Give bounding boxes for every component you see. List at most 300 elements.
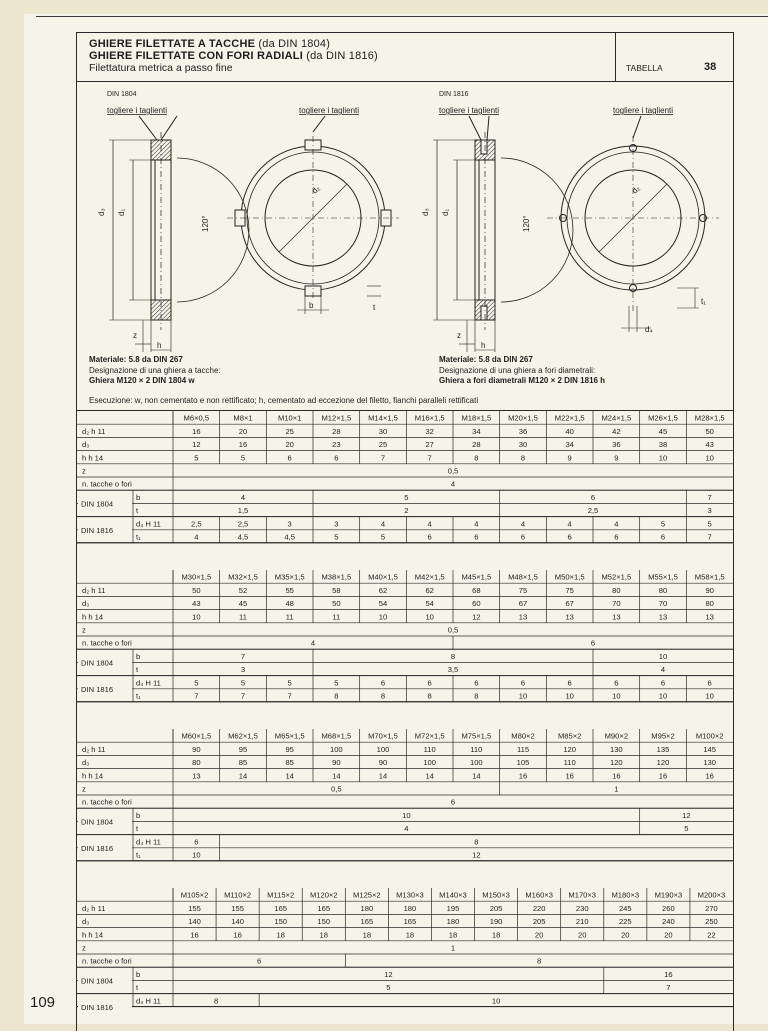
subtitle: Filettatura metrica a passo fine [89,62,233,74]
table-cell: 135 [656,744,670,754]
table-cell: 18 [319,930,328,940]
table-cell: 140 [231,917,244,927]
column-header: M140×3 [439,890,467,900]
table-cell-merged: 2 [404,506,409,516]
table-cell: 36 [518,426,528,436]
table-cell-merged: 3 [240,665,246,675]
material-left-line-2: Designazione di una ghiera a tacche: [89,365,221,375]
column-header: M32×1,5 [228,572,258,582]
table-cell-merged: 0,5 [447,466,459,476]
table-cell: 6 [567,532,572,542]
table-cell: 18 [448,930,458,940]
row-label-b: b [136,651,141,661]
table-cell-merged: 0,5 [331,784,342,794]
table-cell-merged: 1 [450,943,456,953]
table-cell: 120 [609,758,623,768]
table-cell: 14 [332,771,341,781]
table-cell: 6 [707,678,712,688]
label-z-left: z [133,331,137,340]
din-1816-group-label: DIN 1816 [81,843,114,853]
table-cell-merged: 6 [590,492,596,502]
column-header: M12×1,5 [321,413,352,423]
table-cell: 36 [612,440,621,450]
table-cell: 32 [425,426,434,436]
column-header: M75×1,5 [461,731,492,741]
table-cell: 20 [578,930,587,940]
table-cell: 6 [660,678,666,688]
row-label-t1: t₁ [136,532,141,542]
table-cell: 45 [658,426,668,436]
row-label-t: t [136,824,139,834]
din-1804-group-label: DIN 1804 [81,817,114,827]
table-cell: 5 [240,453,246,463]
table-cell: 2,5 [237,519,249,529]
column-header: M150×3 [482,890,510,900]
table-cell: 16 [192,426,201,436]
title-2-ref: (da DIN 1816) [306,50,378,62]
table-cell: 16 [190,930,199,940]
column-header: M8×1 [233,413,253,423]
column-header: M14×1,5 [368,413,398,423]
table-cell: 14 [425,771,434,781]
table-cell: 90 [332,758,341,768]
label-d3-right: d₃ [421,208,430,216]
table-cell: 58 [332,585,341,595]
material-left [89,355,221,387]
column-header: M50×1,5 [554,572,585,582]
column-header: M42×1,5 [414,572,445,582]
column-header: M22×1,5 [554,413,585,423]
table-cell: 30 [518,440,528,450]
table-cell-merged: 1 [614,784,619,794]
table-cell: 7 [287,691,292,701]
table-cell: 8 [380,691,386,701]
table-cell: 10 [705,453,714,463]
table-cell-merged: 6 [590,638,596,648]
din-1804-group-label: DIN 1804 [81,658,114,668]
table-cell: 4 [614,519,619,529]
table-cell: 80 [658,585,668,595]
table-cell: 30 [378,426,388,436]
column-header: M52×1,5 [601,572,632,582]
table-cell: 7 [194,691,199,701]
table-cell: 16 [705,771,714,781]
table-cell: 4 [194,532,199,542]
table-cell: 195 [446,903,460,913]
table-cell: 68 [472,585,481,595]
table-cell: 54 [425,599,434,609]
table-cell: 150 [317,917,331,927]
table-cell-merged: 4 [660,665,666,675]
column-header: M40×1,5 [368,572,398,582]
table-cell: 14 [285,771,294,781]
column-header: M180×3 [611,890,640,900]
table-cell: 165 [274,903,288,913]
table-cell: 20 [621,930,630,940]
table-cell-merged: 7 [707,492,712,502]
table-cell: 67 [518,599,528,609]
table-cell: 5 [334,532,339,542]
note-left-2: togliere i taglienti [299,106,360,115]
label-d1-left: d₁ [117,208,126,216]
table-cell: 60 [472,599,481,609]
table-cell: 22 [707,930,716,940]
table-cell: 40 [565,426,574,436]
table-cell: 43 [192,599,201,609]
material-right-line-3: Ghiera a fori diametrali M120 × 2 DIN 1816 h [439,376,606,385]
row-label-z: z [82,784,86,794]
table-cell: 100 [469,758,483,768]
table-cell: 10 [192,612,201,622]
table-cell: 34 [472,426,481,436]
table-cell: 38 [658,440,668,450]
table-cell: 20 [285,440,294,450]
table-cell: 205 [489,903,503,913]
column-header: M170×3 [568,890,597,900]
table-cell: 62 [425,585,434,595]
table-cell: 165 [317,903,331,913]
table-cell: 120 [563,744,577,754]
row-label-b: b [136,810,141,820]
column-header: M62×1,5 [228,731,258,741]
column-header: M48×1,5 [508,572,538,582]
table-cell-merged: 4 [450,479,456,489]
table-cell: 85 [238,758,248,768]
tabella-number: 38 [704,61,717,73]
angle-label-left: 120° [201,215,210,232]
column-header: M105×2 [180,890,209,900]
table-cell: 10 [658,453,668,463]
table-cell: 8 [474,691,479,701]
table-cell: 13 [518,612,528,622]
table-cell: 10 [612,691,621,701]
label-h-right: h [481,341,486,350]
table-cell: 75 [518,585,528,595]
row-label-z: z [82,943,86,953]
table-cell: 13 [658,612,668,622]
row-label-d3: d₃ [82,440,90,450]
title-1-ref: (da DIN 1804) [258,38,331,50]
row-label-d2: d₂ h 11 [82,426,106,436]
column-header: M100×2 [695,731,724,741]
row-label-t1: t₁ [136,850,141,860]
row-label-t: t [136,506,139,516]
row-label-b: b [136,492,141,502]
table-cell-merged: 4 [310,638,316,648]
row-label-d4: d₄ H 11 [136,837,161,847]
table-cell: 10 [565,691,574,701]
table-cell-merged: 7 [666,983,671,993]
table-cell: 6 [567,678,572,688]
column-header: M60×1,5 [181,731,212,741]
table-cell-merged: 5 [386,983,391,993]
table-cell: 130 [609,744,623,754]
table-cell: 80 [705,599,714,609]
column-header: M16×1,5 [414,413,445,423]
din-1816-group-label: DIN 1816 [81,684,114,694]
table-cell: 95 [238,744,248,754]
table-cell: 16 [612,771,621,781]
row-label-z: z [82,466,86,476]
table-cell-merged: 7 [240,651,246,661]
table-cell-merged: 12 [682,810,691,820]
row-label-n: n. tacche o fori [82,638,132,648]
table-cell: 6 [287,453,292,463]
table-svg-2 [77,570,733,702]
table-cell: 16 [565,771,574,781]
table-cell: 8 [427,691,432,701]
column-header: M200×3 [697,890,726,900]
table-cell: 9 [567,453,572,463]
table-cell: 10 [658,691,668,701]
table-cell: 25 [378,440,388,450]
table-cell: 25 [285,426,294,436]
table-cell: 28 [472,440,481,450]
column-header: M24×1,5 [601,413,632,423]
table-cell: 4,5 [237,532,249,542]
row-label-d4: d₄ H 11 [136,996,161,1006]
table-cell: 6 [474,678,479,688]
material-right [439,355,605,387]
row-label-d2: d₂ h 11 [82,903,106,913]
label-h-left: h [157,341,162,350]
table-cell: 45 [238,599,248,609]
table-cell: 190 [489,917,503,927]
title-2-text: GHIERE FILETTATE CON FORI RADIALI [89,50,303,62]
label-d4: d₄ [645,325,653,334]
tabella-label: TABELLA [626,63,663,73]
table-cell: 7 [380,453,386,463]
table-cell-merged: 4 [240,492,246,502]
table-cell-merged: 10 [402,810,411,820]
table-cell: 3 [287,519,292,529]
din-1804-group-label: DIN 1804 [81,499,114,509]
title-line-1 [89,38,330,50]
row-label-n: n. tacche o fori [82,956,132,966]
table-cell: 155 [231,903,244,913]
label-t: t [373,303,376,312]
table-cell: 2,5 [191,519,202,529]
note-right-2: togliere i taglienti [613,106,674,115]
material-right-line-1: Materiale: 5.8 da DIN 267 [439,355,533,364]
table-cell: 270 [705,903,718,913]
table-cell-merged: 2,5 [587,506,599,516]
table-cell-merged: 16 [664,969,673,979]
table-cell: 34 [565,440,574,450]
column-header: M58×1,5 [694,572,725,582]
note-left-1: togliere i taglienti [107,106,168,115]
table-cell: 120 [656,758,670,768]
table-cell: 105 [516,758,530,768]
table-cell: 130 [703,758,717,768]
table-cell-merged: 8 [537,956,542,966]
table-cell: 70 [612,599,621,609]
tabella-box [615,33,734,81]
table-cell: 245 [618,903,632,913]
table-cell: 165 [403,917,417,927]
label-d3-left: d₃ [97,208,106,216]
table-svg-1 [77,411,733,543]
table-cell: 6 [427,678,432,688]
top-rule [36,16,768,17]
table-cell: 9 [614,453,619,463]
table-cell: 50 [705,426,714,436]
table-cell: 13 [565,612,574,622]
row-label-d2: d₂ h 11 [82,585,106,595]
table-cell: 260 [662,903,675,913]
table-cell: 180 [360,903,374,913]
table-cell: 5 [380,532,386,542]
table-cell: 12 [472,612,481,622]
table-cell: 13 [192,771,201,781]
table-cell: 23 [332,440,341,450]
column-header: M35×1,5 [274,572,305,582]
header [77,33,733,82]
table-cell: 10 [378,612,388,622]
table-cell: 27 [425,440,434,450]
column-header: M20×1,5 [508,413,538,423]
row-label-d3: d₃ [82,758,90,768]
table-cell: 14 [238,771,248,781]
table-cell: 6 [614,532,619,542]
table-cell: 180 [403,903,417,913]
table-cell: 205 [532,917,546,927]
table-cell: 110 [470,744,483,754]
column-header: M55×1,5 [648,572,678,582]
table-cell: 16 [233,930,242,940]
table-cell: 7 [707,532,712,542]
table-cell: 4 [474,519,479,529]
table-cell: 5 [707,519,712,529]
table-cell: 67 [565,599,574,609]
table-cell: 4 [567,519,572,529]
column-header: M80×2 [511,731,535,741]
table-cell-merged: 5 [404,492,409,502]
title-line-2 [89,50,378,62]
table-cell: 230 [575,903,589,913]
table-cell: 18 [491,930,501,940]
table-cell: 7 [427,453,432,463]
table-cell: 10 [425,612,434,622]
table-cell: 100 [423,758,437,768]
row-label-d3: d₃ [82,917,90,927]
column-header: M65×1,5 [274,731,305,741]
row-label-d3: d₃ [82,599,90,609]
column-header: M120×2 [309,890,338,900]
table-cell-merged: 5 [684,824,689,834]
table-cell: 3 [334,519,339,529]
din-1804-label: DIN 1804 [107,91,137,98]
table-cell: 13 [612,612,621,622]
title-1-text: GHIERE FILETTATE A TACCHE [89,38,256,50]
table-cell: 20 [534,930,544,940]
label-d2-right: d₂ [630,183,642,196]
column-header: M85×2 [557,731,582,741]
table-cell: 54 [378,599,388,609]
din-1816-group-label: DIN 1816 [81,525,114,535]
execution-note: Esecuzione: w, non cementato e non rettificato; h, cementato ad eccezione del filetto, fianchi paralleli rettificati [89,396,479,405]
label-d1-right: d₁ [441,208,450,216]
table-cell: 8 [334,691,339,701]
table-cell: 140 [188,917,201,927]
table-svg-3 [77,729,733,861]
table-cell: 7 [240,691,246,701]
table-cell: 5 [194,678,199,688]
table-cell: 85 [285,758,294,768]
column-header: M160×3 [525,890,553,900]
dimension-table-3 [77,729,733,861]
column-header: M26×1,5 [648,413,678,423]
table-cell: 62 [378,585,388,595]
table-cell: 5 [240,678,246,688]
table-cell-merged: 10 [491,996,501,1006]
table-cell: 90 [378,758,388,768]
table-cell: 5 [287,678,292,688]
row-label-h: h h 14 [82,453,104,463]
column-header: M30×1,5 [181,572,212,582]
table-cell: 115 [516,744,530,754]
table-cell-merged: 3 [707,506,712,516]
table-cell: 20 [238,426,248,436]
table-cell-merged: 10 [192,850,201,860]
table-cell-merged: 12 [384,969,393,979]
din-1816-label: DIN 1816 [439,91,469,98]
column-header: M6×0,5 [183,413,210,423]
table-cell: 100 [376,744,390,754]
table-cell: 6 [520,678,526,688]
table-cell: 14 [378,771,388,781]
column-header: M95×2 [651,731,675,741]
page-number: 109 [30,994,56,1011]
table-cell: 100 [329,744,343,754]
table-cell: 43 [705,440,714,450]
table-cell: 10 [705,691,714,701]
table-cell-merged: 8 [213,996,219,1006]
material-left-line-3: Ghiera M120 × 2 DIN 1804 w [89,376,195,385]
table-cell: 52 [238,585,248,595]
din-1816-group-label: DIN 1816 [81,1002,114,1012]
table-cell: 110 [423,744,436,754]
table-cell: 70 [658,599,668,609]
table-cell: 13 [705,612,714,622]
dimension-table-2 [77,570,733,702]
table-cell: 6 [427,532,432,542]
column-header: M110×2 [224,890,252,900]
table-cell: 11 [332,612,341,622]
table-cell: 210 [575,917,589,927]
table-cell: 48 [285,599,294,609]
table-cell: 16 [238,440,248,450]
column-header: M68×1,5 [321,731,352,741]
column-header: M115×2 [267,890,295,900]
table-cell: 155 [188,903,201,913]
column-header: M125×2 [353,890,381,900]
table-cell-merged: 12 [472,850,481,860]
table-cell: 5 [334,678,339,688]
table-cell: 6 [334,453,339,463]
table-cell: 16 [518,771,528,781]
row-label-h: h h 14 [82,930,104,940]
table-cell: 80 [192,758,201,768]
row-label-n: n. tacche o fori [82,479,132,489]
table-cell: 10 [518,691,528,701]
table-frame [76,32,734,1031]
table-cell: 4 [520,519,526,529]
material-left-line-1: Materiale: 5.8 da DIN 267 [89,355,183,364]
table-cell: 18 [276,930,285,940]
table-cell-merged: 0,5 [447,625,459,635]
table-cell: 250 [705,917,718,927]
